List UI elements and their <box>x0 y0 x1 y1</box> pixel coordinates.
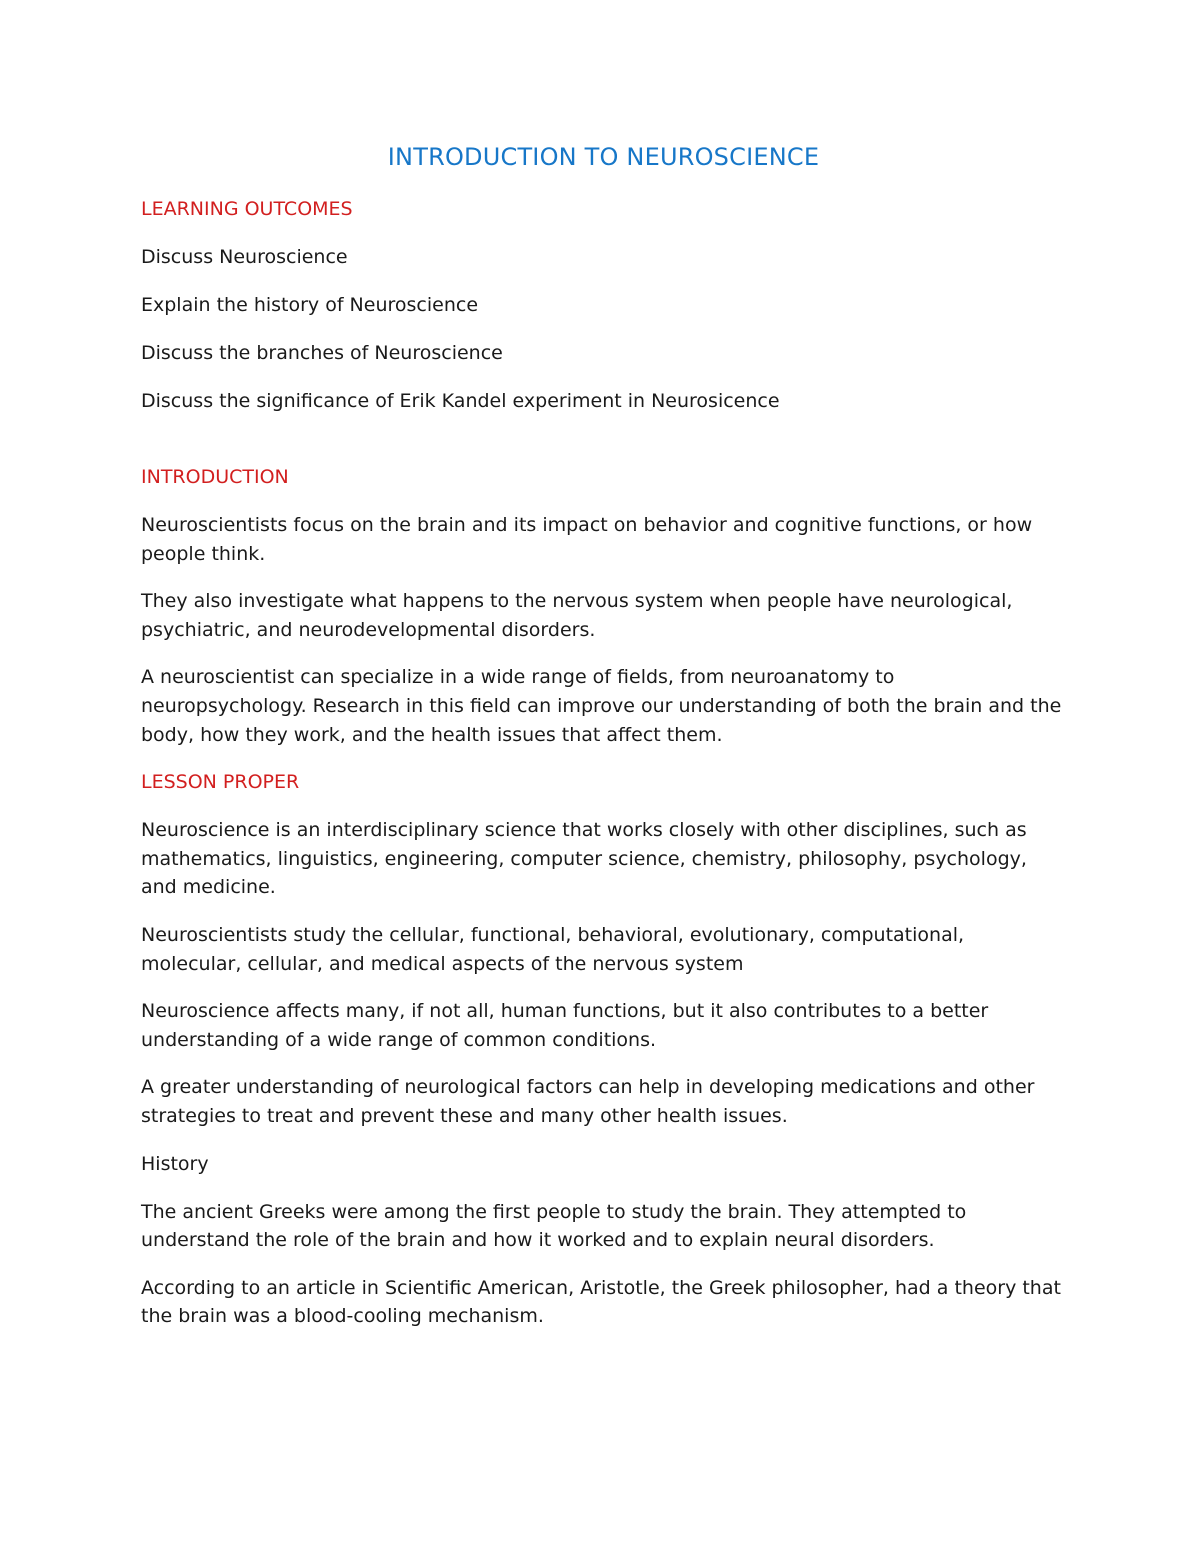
lesson-paragraph: Neuroscience affects many, if not all, human functions, but it also contributes to a better understanding of a wide range of common conditions. <box>141 1000 989 1051</box>
introduction-heading: INTRODUCTION <box>141 466 289 488</box>
learning-outcome-item: Discuss the significance of Erik Kandel experiment in Neurosicence <box>141 390 780 412</box>
document-body <box>141 139 1066 1350</box>
learning-outcomes-heading: LEARNING OUTCOMES <box>141 198 353 220</box>
learning-outcomes-section <box>141 195 1066 415</box>
document-title: INTRODUCTION TO NEUROSCIENCE <box>387 143 820 171</box>
lesson-proper-section <box>141 768 1066 1331</box>
history-paragraph: According to an article in Scientific American, Aristotle, the Greek philosopher, had a theory that the brain was a blood-cooling mechanism. <box>141 1276 1061 1328</box>
introduction-paragraph: They also investigate what happens to the nervous system when people have neurological, psychiatric, and neurodevelopmental disorders. <box>141 590 1013 641</box>
learning-outcome-item: Explain the history of Neuroscience <box>141 294 479 316</box>
lesson-proper-heading: LESSON PROPER <box>141 771 300 794</box>
lesson-paragraph: A greater understanding of neurological factors can help in developing medications and other strategies to treat and prevent these and many other health issues. <box>141 1076 1035 1127</box>
learning-outcome-item: Discuss the branches of Neuroscience <box>141 342 503 364</box>
introduction-paragraph: Neuroscientists focus on the brain and its impact on behavior and cognitive functions, or how people think. <box>141 514 1033 565</box>
introduction-section <box>141 463 1066 749</box>
introduction-paragraph: A neuroscientist can specialize in a wide range of fields, from neuroanatomy to neuropsychology. Research in this field can improve our understanding of both the brain and the body, how they work, and the health issues that affect them. <box>141 666 1062 746</box>
lesson-paragraph: Neuroscientists study the cellular, functional, behavioral, evolutionary, computational, molecular, cellular, and medical aspects of the nervous system <box>141 923 965 975</box>
learning-outcome-item: Discuss Neuroscience <box>141 246 348 268</box>
lesson-paragraph: Neuroscience is an interdisciplinary science that works closely with other disciplines, such as mathematics, linguistics, engineering, computer science, chemistry, philosophy, psychology, and medicine. <box>141 819 1027 899</box>
history-subheading: History <box>141 1152 209 1175</box>
history-paragraph: The ancient Greeks were among the first people to study the brain. They attempted to understand the role of the brain and how it worked and to explain neural disorders. <box>141 1200 967 1252</box>
